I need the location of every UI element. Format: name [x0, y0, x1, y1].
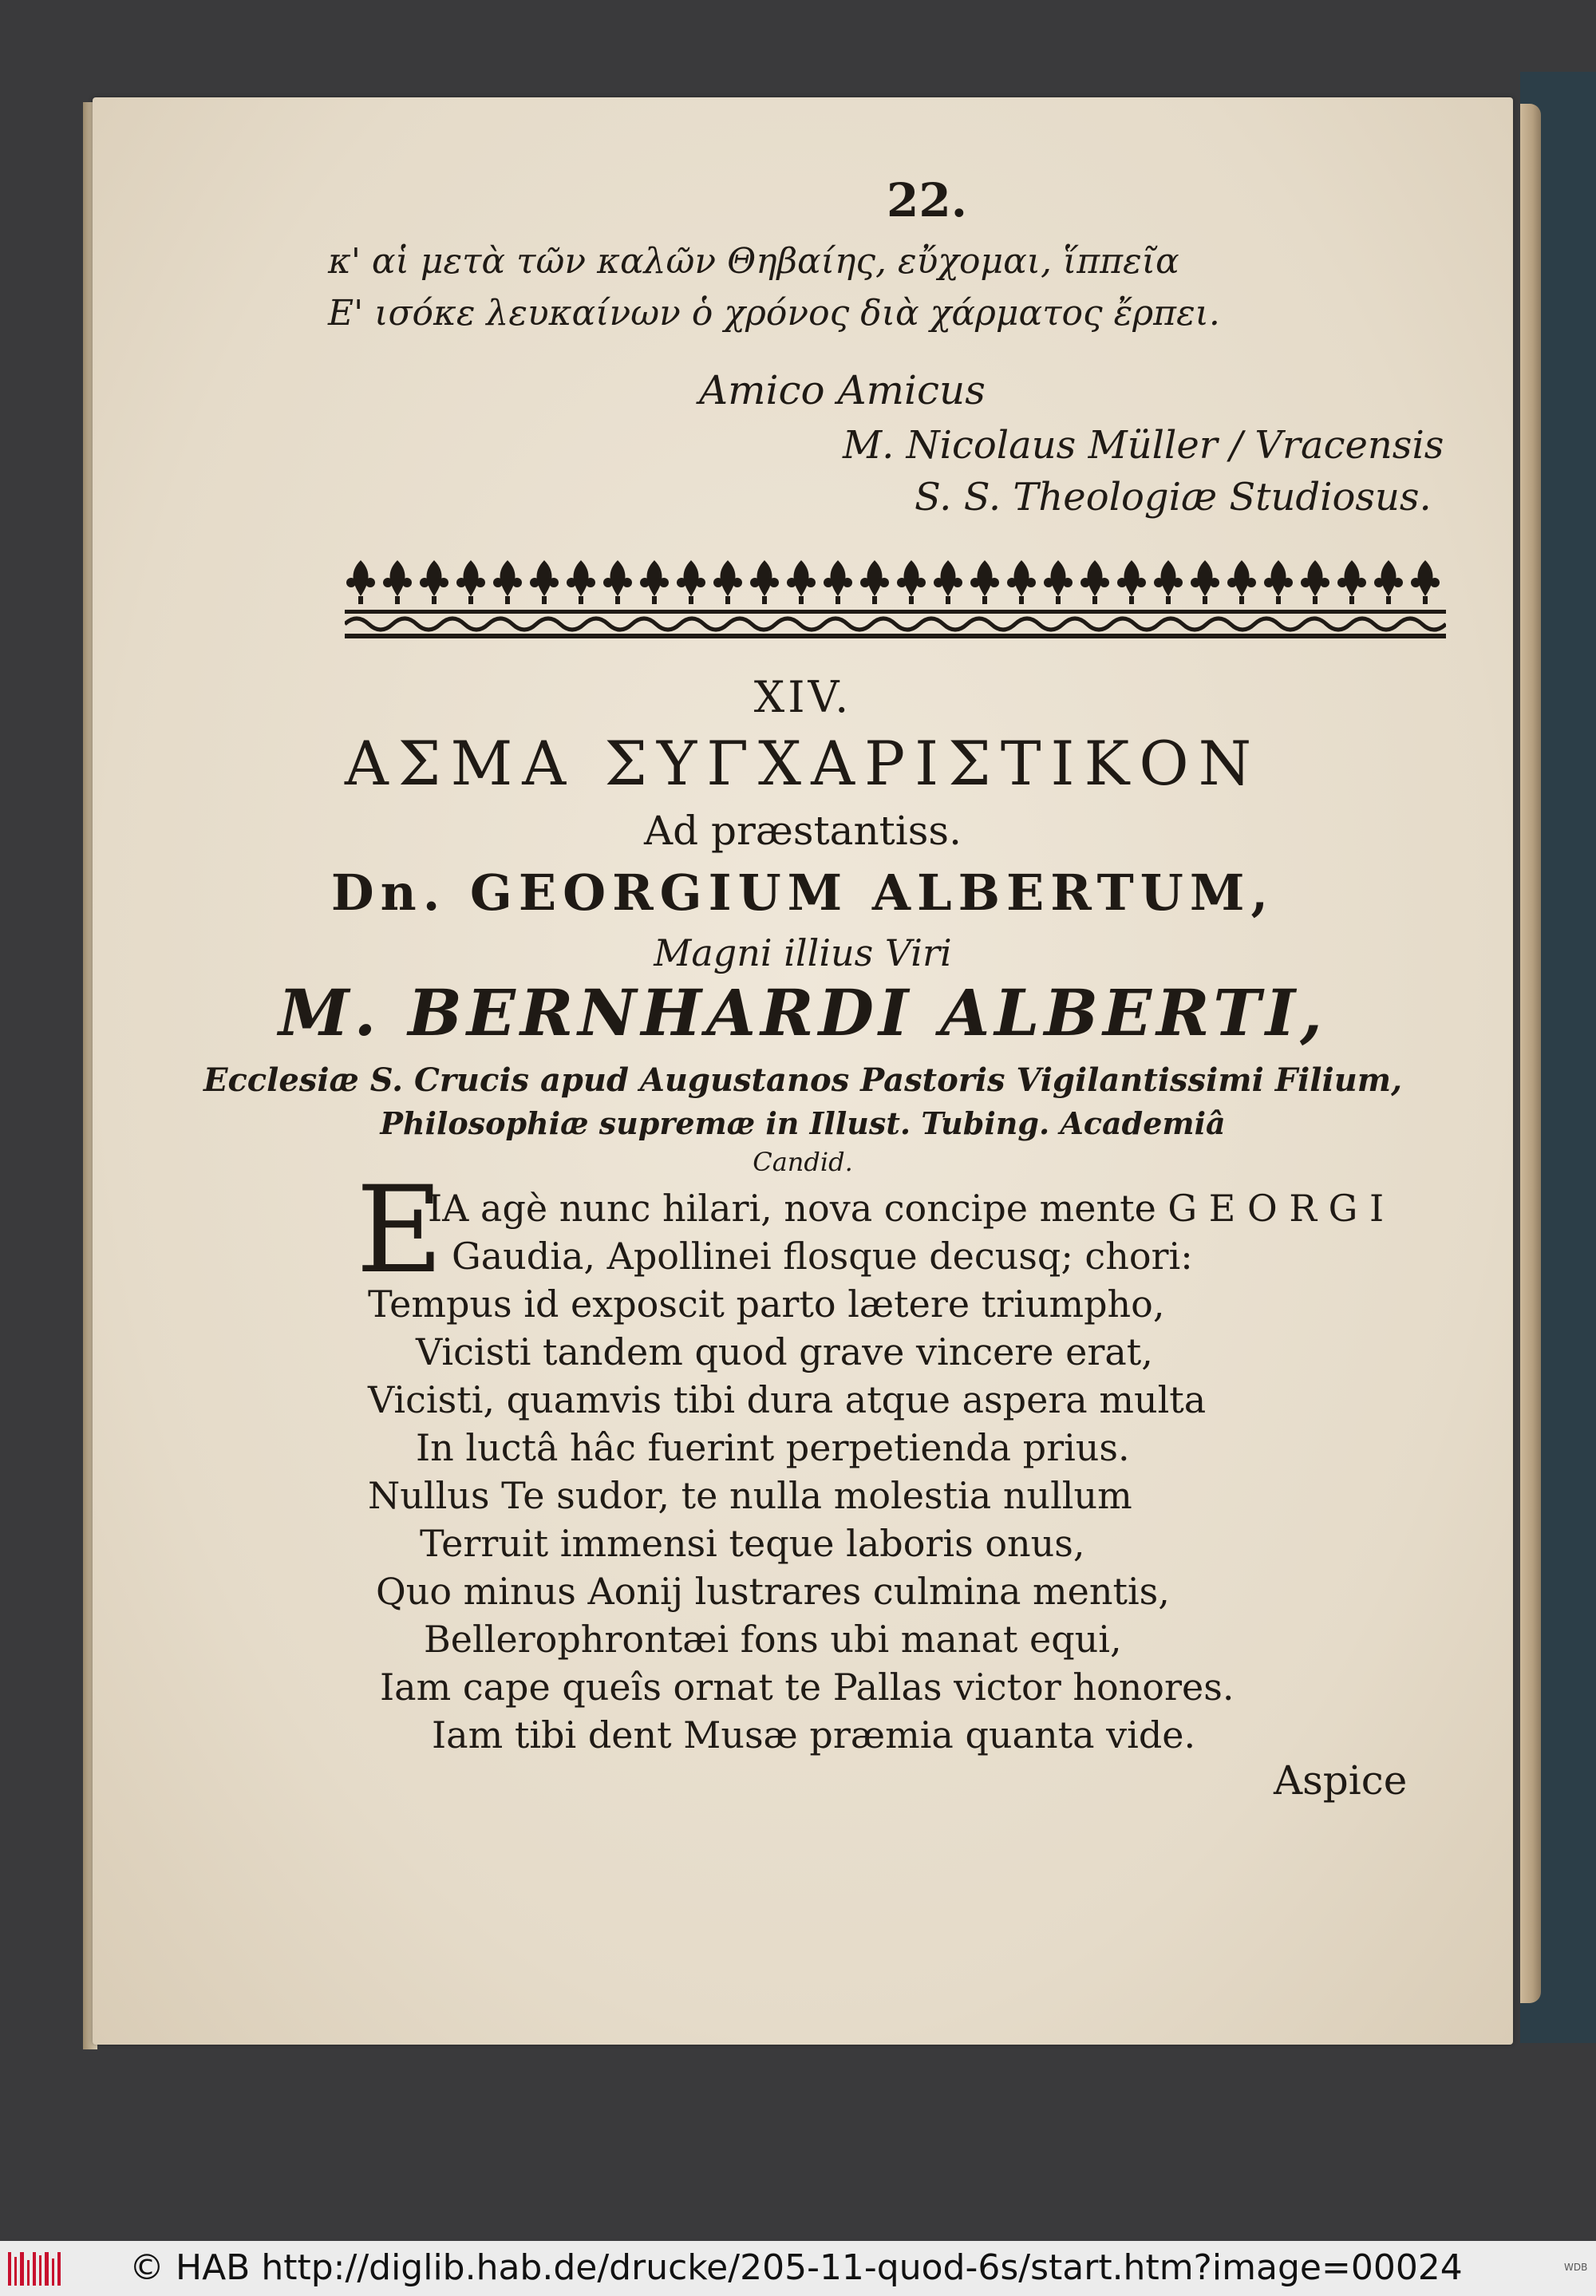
greek-line-1: κ' αἱ μετὰ τῶν καλῶν Θηβαίης, εὔχομαι, ἵππεῖα: [328, 241, 1179, 282]
signature-salutation: Amico Amicus: [699, 367, 986, 413]
subheading-line-4: M. BERNHARDI ALBERTI,: [278, 975, 1328, 1050]
subheading-line-1: Ad præstantiss.: [644, 808, 962, 854]
verse-line: In luctâ hâc fuerint perpetienda prius.: [416, 1426, 1130, 1469]
catchword: Aspice: [1274, 1757, 1408, 1804]
subheading-line-5: Ecclesiæ S. Crucis apud Augustanos Pastoris Vigilantissimi Filium,: [203, 1061, 1403, 1099]
hab-logo-icon: [8, 2252, 64, 2286]
signature-role: S. S. Theologiæ Studiosus.: [915, 475, 1432, 520]
verse-line: Gaudia, Apollinei flosque decusq; chori:: [452, 1235, 1193, 1278]
subheading-line-2: Dn. GEORGIUM ALBERTUM,: [330, 863, 1275, 922]
verse-line: Vicisti tandem quod grave vincere erat,: [416, 1330, 1153, 1373]
ornamental-border: [345, 552, 1446, 640]
verse-line: IA agè nunc hilari, nova concipe mente G E O R G I: [428, 1187, 1385, 1230]
verse-line: Terruit immensi teque laboris onus,: [420, 1522, 1085, 1565]
subheading-line-7: Candid.: [753, 1147, 853, 1177]
subheading-line-6: Philosophiæ supremæ in Illust. Tubing. Academiâ: [380, 1105, 1226, 1141]
subheading-line-3: Magni illius Viri: [654, 931, 952, 974]
verse-line: Tempus id exposcit parto lætere triumpho,: [368, 1282, 1165, 1326]
section-heading: ΑΣΜΑ ΣΥΓΧΑΡΙΣΤΙΚΟΝ: [344, 728, 1262, 799]
verse-line: Vicisti, quamvis tibi dura atque aspera multa: [368, 1378, 1207, 1421]
page-fore-edge: [1520, 104, 1541, 2003]
drop-cap: E: [356, 1161, 444, 1300]
verse-line: Iam tibi dent Musæ præmia quanta vide.: [432, 1713, 1196, 1757]
copyright-url: © HAB http://diglib.hab.de/drucke/205-11-quod-6s/start.htm?image=00024: [129, 2247, 1463, 2288]
page-number: 22.: [887, 173, 967, 227]
verse-line: Iam cape queîs ornat te Pallas victor honores.: [380, 1666, 1235, 1709]
greek-line-2: Ε' ισόκε λευκαίνων ὁ χρόνος διὰ χάρματος ἔρπει.: [328, 293, 1220, 334]
footer-tag: WDB: [1564, 2262, 1588, 2273]
book-page: [93, 97, 1513, 2045]
section-number: XIV.: [753, 672, 852, 722]
verse-line: Nullus Te sudor, te nulla molestia nullum: [368, 1474, 1132, 1517]
book-spine: [1520, 72, 1596, 2043]
copyright-footer: [0, 2241, 1596, 2296]
signature-name: M. Nicolaus Müller / Vracensis: [843, 423, 1444, 468]
verse-line: Quo minus Aonij lustrares culmina mentis,: [376, 1570, 1170, 1613]
verse-line: Bellerophrontæi fons ubi manat equi,: [424, 1618, 1122, 1661]
